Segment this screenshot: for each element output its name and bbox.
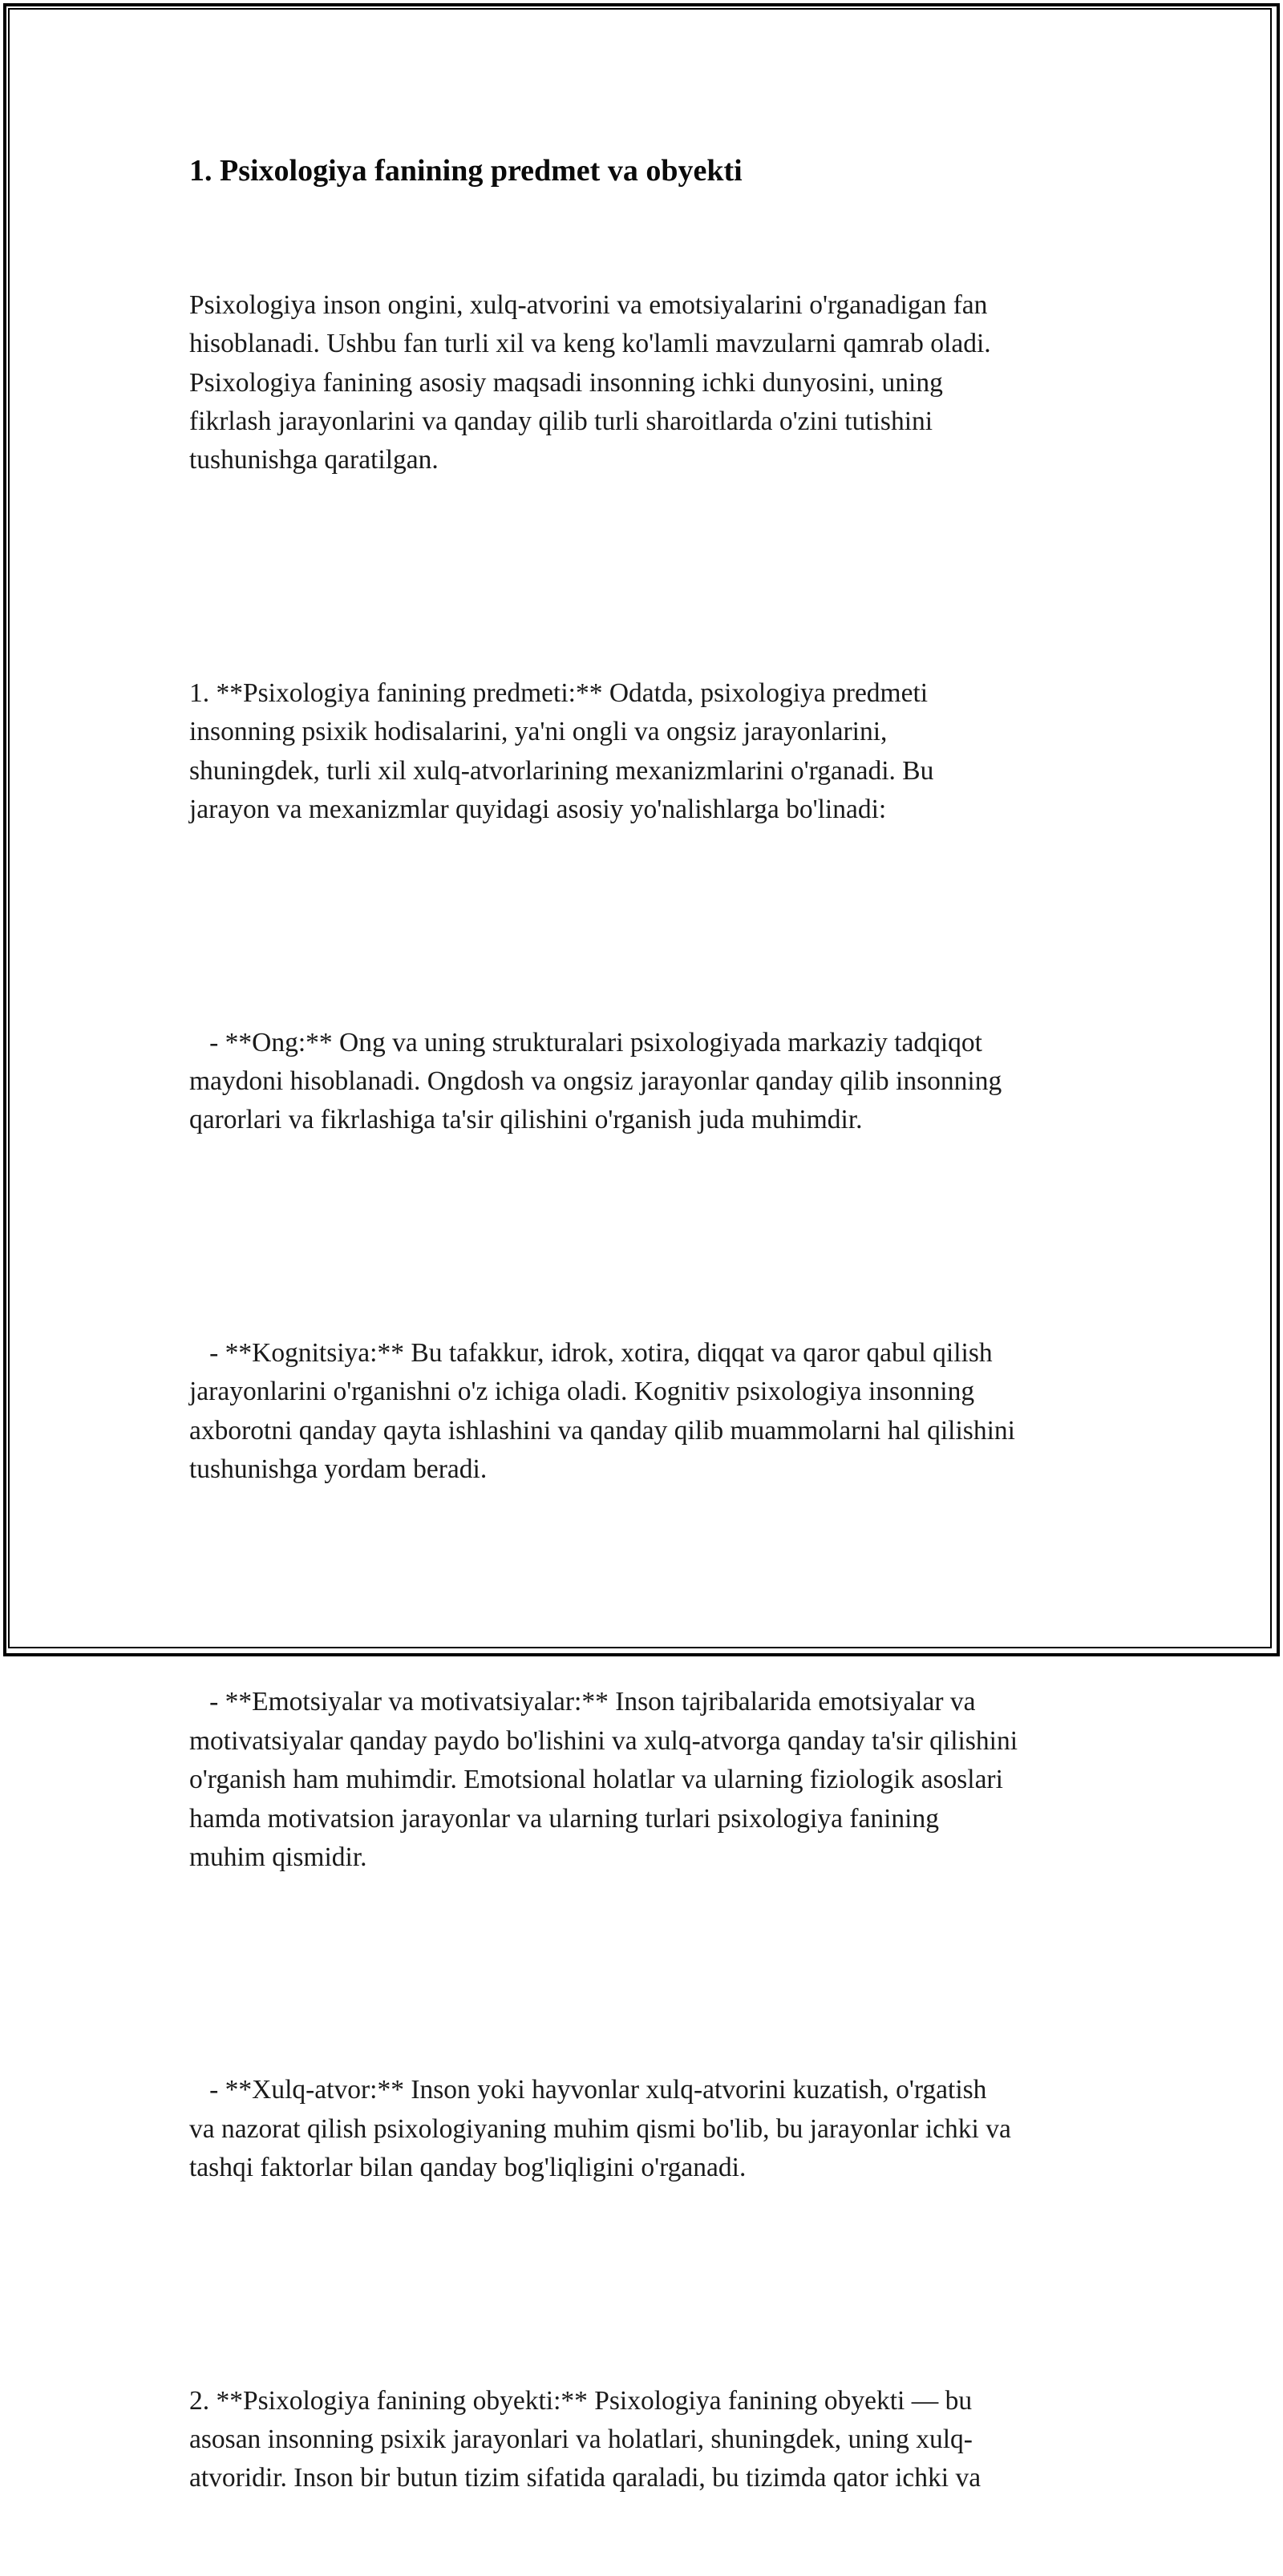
paragraph-spacer: [189, 1955, 1103, 1993]
paragraph-intro: Psixologiya inson ongini, xulq-atvorini va emotsiyalarini o'rganadigan fan hisoblanadi. Ushbu fan turli xil va keng ko'lamli mavzularni qamrab oladi. Psixologiya fanining asosiy maqsadi insonning ichki dunyosini, uning fikrlash jarayonlarini va qanday qilib turli sharoitlarda o'zini tutishini tushunishga qaratilgan.: [189, 289, 991, 475]
paragraph-spacer: [189, 558, 1103, 596]
document-title: 1. Psixologiya fanining predmet va obyekti: [189, 154, 743, 188]
document-body: [189, 208, 1103, 2576]
paragraph-spacer: [189, 2265, 1103, 2303]
paragraph-spacer: [189, 1567, 1103, 1605]
paragraph-subject: 1. **Psixologiya fanining predmeti:** Odatda, psixologiya predmeti insonning psixik hodisalarini, ya'ni ongli va ongsiz jarayonlarini, shuningdek, turli xil xulq-atvorlarining mexanizmlarini o'rganadi. Bu jarayon va mexanizmlar quyidagi asosiy yo'nalishlarga bo'linadi:: [189, 677, 934, 825]
paragraph-object: 2. **Psixologiya fanining obyekti:** Psixologiya fanining obyekti — bu asosan insonning psixik jarayonlari va holatlari, shuningdek, uning xulq- atvoridir. Inson bir butun tizim sifatida qaraladi, bu tizimda qator ichki va: [189, 2385, 981, 2493]
list-item-ong: - **Ong:** Ong va uning strukturalari psixologiyada markaziy tadqiqot maydoni hisoblanadi. Ongdosh va ongsiz jarayonlar qanday qilib insonning qarorlari va fikrlashiga ta'sir qilishini o'rganish juda muhimdir.: [189, 1027, 1002, 1135]
list-item-kognitsiya: - **Kognitsiya:** Bu tafakkur, idrok, xotira, diqqat va qaror qabul qilish jarayonlarini o'rganishni o'z ichiga oladi. Kognitiv psixologiya insonning axborotni qanday qayta ishlashini va qanday qilib muammolarni hal qilishini tushunishga yordam beradi.: [189, 1337, 1015, 1484]
paragraph-spacer: [189, 907, 1103, 945]
list-item-xulq-atvor: - **Xulq-atvor:** Inson yoki hayvonlar xulq-atvorini kuzatish, o'rgatish va nazorat qilish psixologiyaning muhim qismi bo'lib, bu jarayonlar ichki va tashqi faktorlar bilan qanday bog'liqligini o'rganadi.: [189, 2075, 1011, 2183]
list-item-emotsiyalar: - **Emotsiyalar va motivatsiyalar:** Inson tajribalarida emotsiyalar va motivatsiyalar qanday paydo bo'lishini va xulq-atvorga qanday ta'sir qilishini o'rganish ham muhimdir. Emotsional holatlar va ularning fiziologik asoslari hamda motivatsion jarayonlar va ularning turlari psixologiya fanining muhim qismidir.: [189, 1687, 1018, 1872]
paragraph-spacer: [189, 1218, 1103, 1256]
document-content: [189, 149, 1103, 2576]
